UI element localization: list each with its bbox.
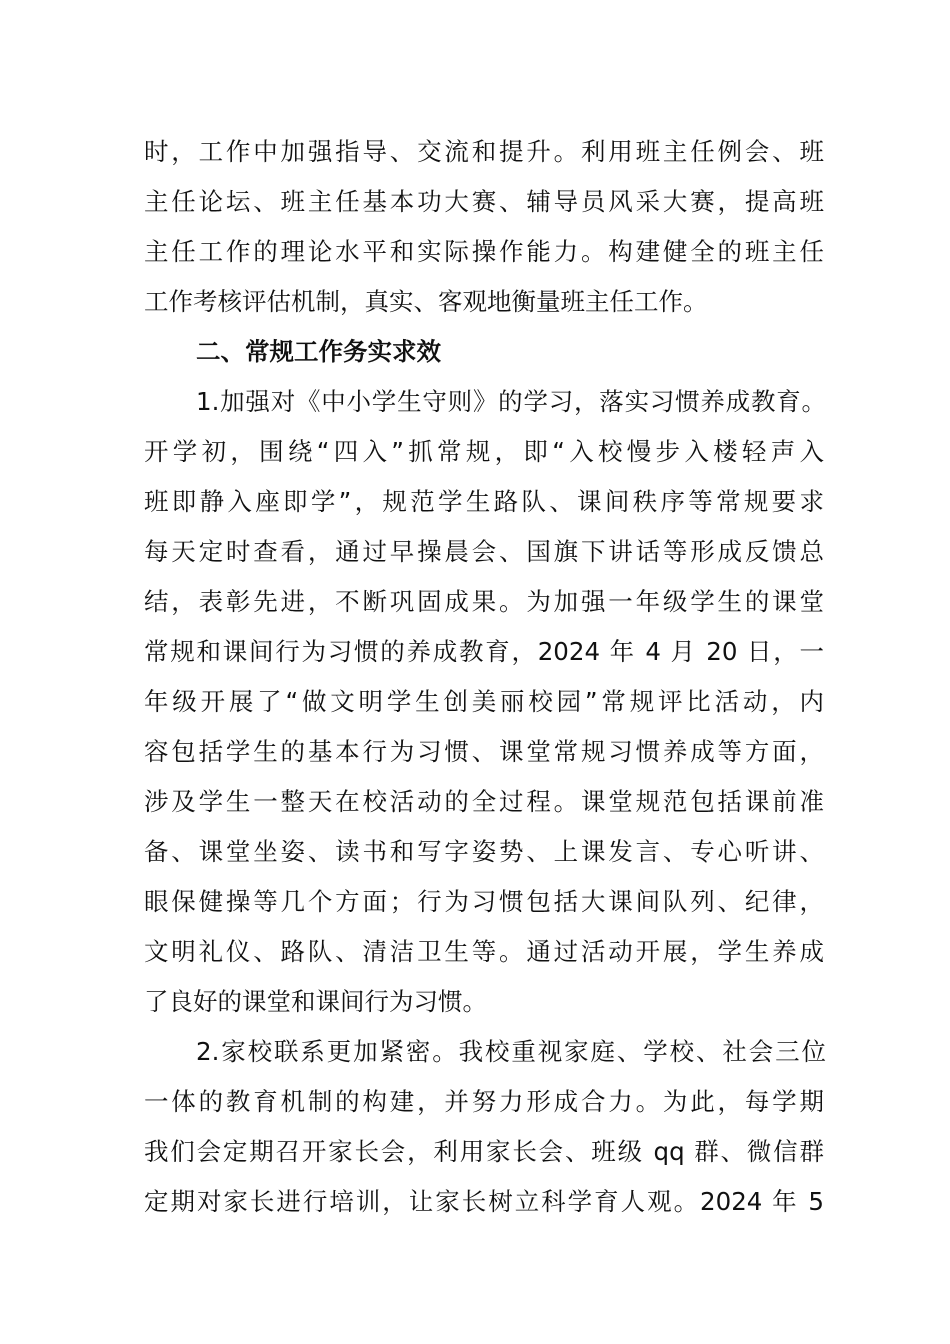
- body-text-line: 定期对家长进行培训，让家长树立科学育人观。2024 年 5: [144, 1187, 824, 1216]
- body-text-line: 年级开展了“做文明学生创美丽校园”常规评比活动，内: [144, 687, 824, 716]
- body-text-line: 主任论坛、班主任基本功大赛、辅导员风采大赛，提高班: [144, 187, 824, 216]
- body-text-line: 涉及学生一整天在校活动的全过程。课堂规范包括课前准: [144, 787, 824, 816]
- body-text-line: 我们会定期召开家长会，利用家长会、班级 qq 群、微信群: [144, 1137, 824, 1166]
- body-text-line: 主任工作的理论水平和实际操作能力。构建健全的班主任: [144, 237, 824, 266]
- body-text-line: 开学初，围绕“四入”抓常规，即“入校慢步入楼轻声入: [144, 437, 824, 466]
- body-text-line: 工作考核评估机制，真实、客观地衡量班主任工作。: [144, 287, 708, 316]
- body-text-line: 文明礼仪、路队、清洁卫生等。通过活动开展，学生养成: [144, 937, 824, 966]
- body-text-line: 一体的教育机制的构建，并努力形成合力。为此，每学期: [144, 1087, 824, 1116]
- section-heading: 二、常规工作务实求效: [196, 337, 441, 366]
- body-text-line: 每天定时查看，通过早操晨会、国旗下讲话等形成反馈总: [144, 537, 824, 566]
- paragraph-first-line: 2.家校联系更加紧密。我校重视家庭、学校、社会三位: [196, 1037, 826, 1066]
- paragraph-first-line: 1.加强对《中小学生守则》的学习，落实习惯养成教育。: [196, 387, 826, 416]
- body-text-line: 备、课堂坐姿、读书和写字姿势、上课发言、专心听讲、: [144, 837, 824, 866]
- body-text-line: 时，工作中加强指导、交流和提升。利用班主任例会、班: [144, 137, 824, 166]
- body-text-line: 常规和课间行为习惯的养成教育，2024 年 4 月 20 日，一: [144, 637, 824, 666]
- body-text-line: 结，表彰先进，不断巩固成果。为加强一年级学生的课堂: [144, 587, 824, 616]
- body-text-line: 眼保健操等几个方面；行为习惯包括大课间队列、纪律，: [144, 887, 824, 916]
- body-text-line: 班即静入座即学”，规范学生路队、课间秩序等常规要求: [144, 487, 824, 516]
- body-text-line: 容包括学生的基本行为习惯、课堂常规习惯养成等方面，: [144, 737, 824, 766]
- body-text-line: 了良好的课堂和课间行为习惯。: [144, 987, 487, 1016]
